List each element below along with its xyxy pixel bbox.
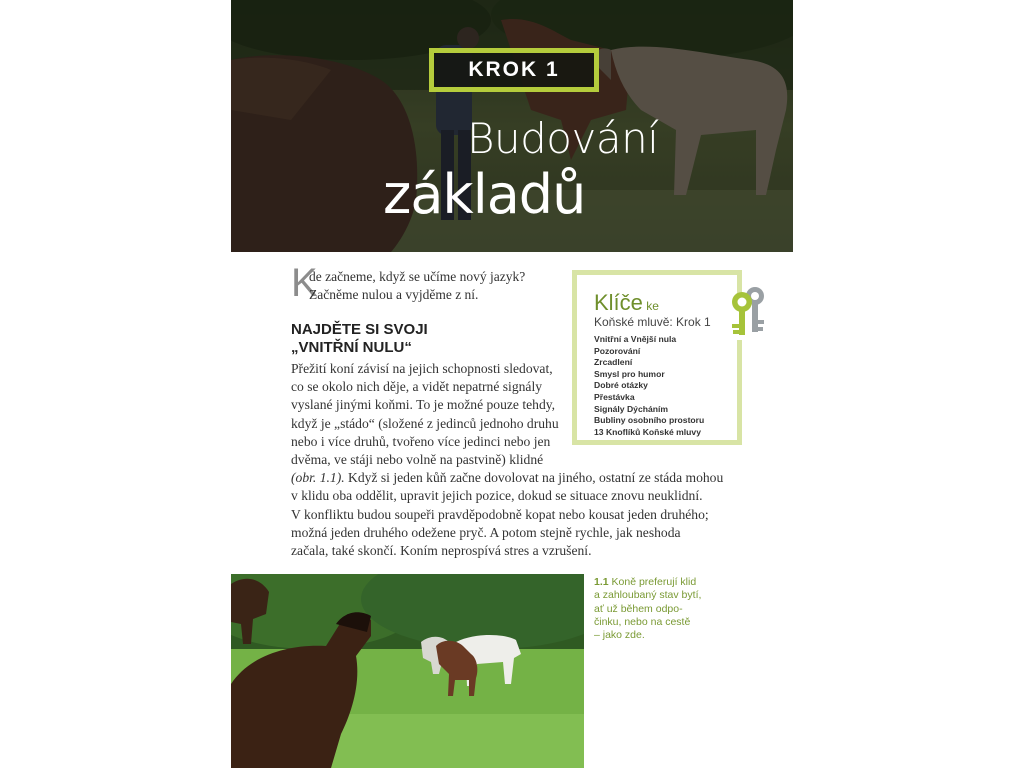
chapter-title-line2: základů [383,163,586,226]
hero-photo [231,0,793,252]
body-line: vyslané jinými koňmi. To je možné pouze tehdy, [291,397,556,413]
step-label: KROK 1 [468,58,560,81]
keys-list-item: Dobré otázky [594,380,648,391]
drop-cap: K [291,261,318,305]
keys-list [594,334,704,438]
keys-title [594,290,659,316]
caption-text: Koně preferují klid [608,576,697,588]
figure-1-1-photo [231,574,584,768]
step-label-box [429,48,599,92]
figure-reference: (obr. 1.1). [291,470,345,486]
section-heading-line: NAJDĚTE SI SVOJI [291,321,428,338]
caption-number: 1.1 [594,576,609,588]
keys-list-item: Smysl pro humor [594,368,665,379]
caption-line [594,576,724,589]
lead-line: Začněme nulou a vyjděme z ní. [309,287,479,302]
caption-line: činku, nebo na cestě [594,615,691,628]
caption-line: – jako zde. [594,629,645,642]
section-heading-line: „VNITŘNÍ NULU“ [291,339,412,356]
keys-list-item: Bubliny osobního prostoru [594,415,705,426]
body-line: možná jeden druhého odežene pryč. A potom stejně rychle, jak neshoda [291,524,681,540]
body-line-rest: Když si jeden kůň začne dovolovat na jiného, ostatní ze stáda mohou [344,470,724,486]
chapter-title-line1: Budování [467,114,659,163]
body-line: nebo i více druhů, tvořeno více jedinci nebo jen [291,433,551,449]
keys-title-suffix: ke [642,299,659,313]
figure-caption [594,576,724,642]
caption-line: a zahloubaný stav bytí, [594,589,702,602]
keys-list-item: Zrcadlení [594,357,633,368]
book-page [231,0,793,768]
section-heading [291,321,428,357]
keys-list-item: Pozorování [594,345,641,356]
lead-line: de začneme, když se učíme nový jazyk? [309,269,526,284]
keys-list-item: 13 Knoflíků Koňské mluvy [594,426,701,437]
body-line: v klidu oba oddělit, upravit jejich pozice, dokud se situace znovu neuklidní. [291,488,703,504]
keys-list-item: Přestávka [594,391,635,402]
keys-sidebar-box [572,270,742,445]
body-line: V konfliktu budou soupeři pravděpodobně kopat nebo kousat jeden druhého; [291,506,709,522]
lead-paragraph [291,268,591,304]
caption-line: ať už během odpo- [594,602,683,615]
body-line: co se okolo nich děje, a vidět nepatrné signály [291,379,543,395]
body-line: dvěma, ve stáji nebo volně na pastvině) klidné [291,452,544,468]
body-line: začala, také skončí. Koním neprospívá stres a vzrušení. [291,543,592,559]
keys-icon [725,284,771,338]
body-line: když je „stádo“ (složené z jedinců jednoho druhu [291,415,559,431]
body-line: Přežití koní závisí na jejich schopnosti sledovat, [291,361,553,376]
keys-list-item: Signály Dýcháním [594,403,669,414]
body-line [291,469,724,487]
keys-title-main: Klíče [594,290,643,315]
horses-pasture-image [231,574,584,768]
keys-list-item: Vnitřní a Vnější nula [594,334,677,344]
keys-subtitle: Koňské mluvě: Krok 1 [594,315,711,329]
